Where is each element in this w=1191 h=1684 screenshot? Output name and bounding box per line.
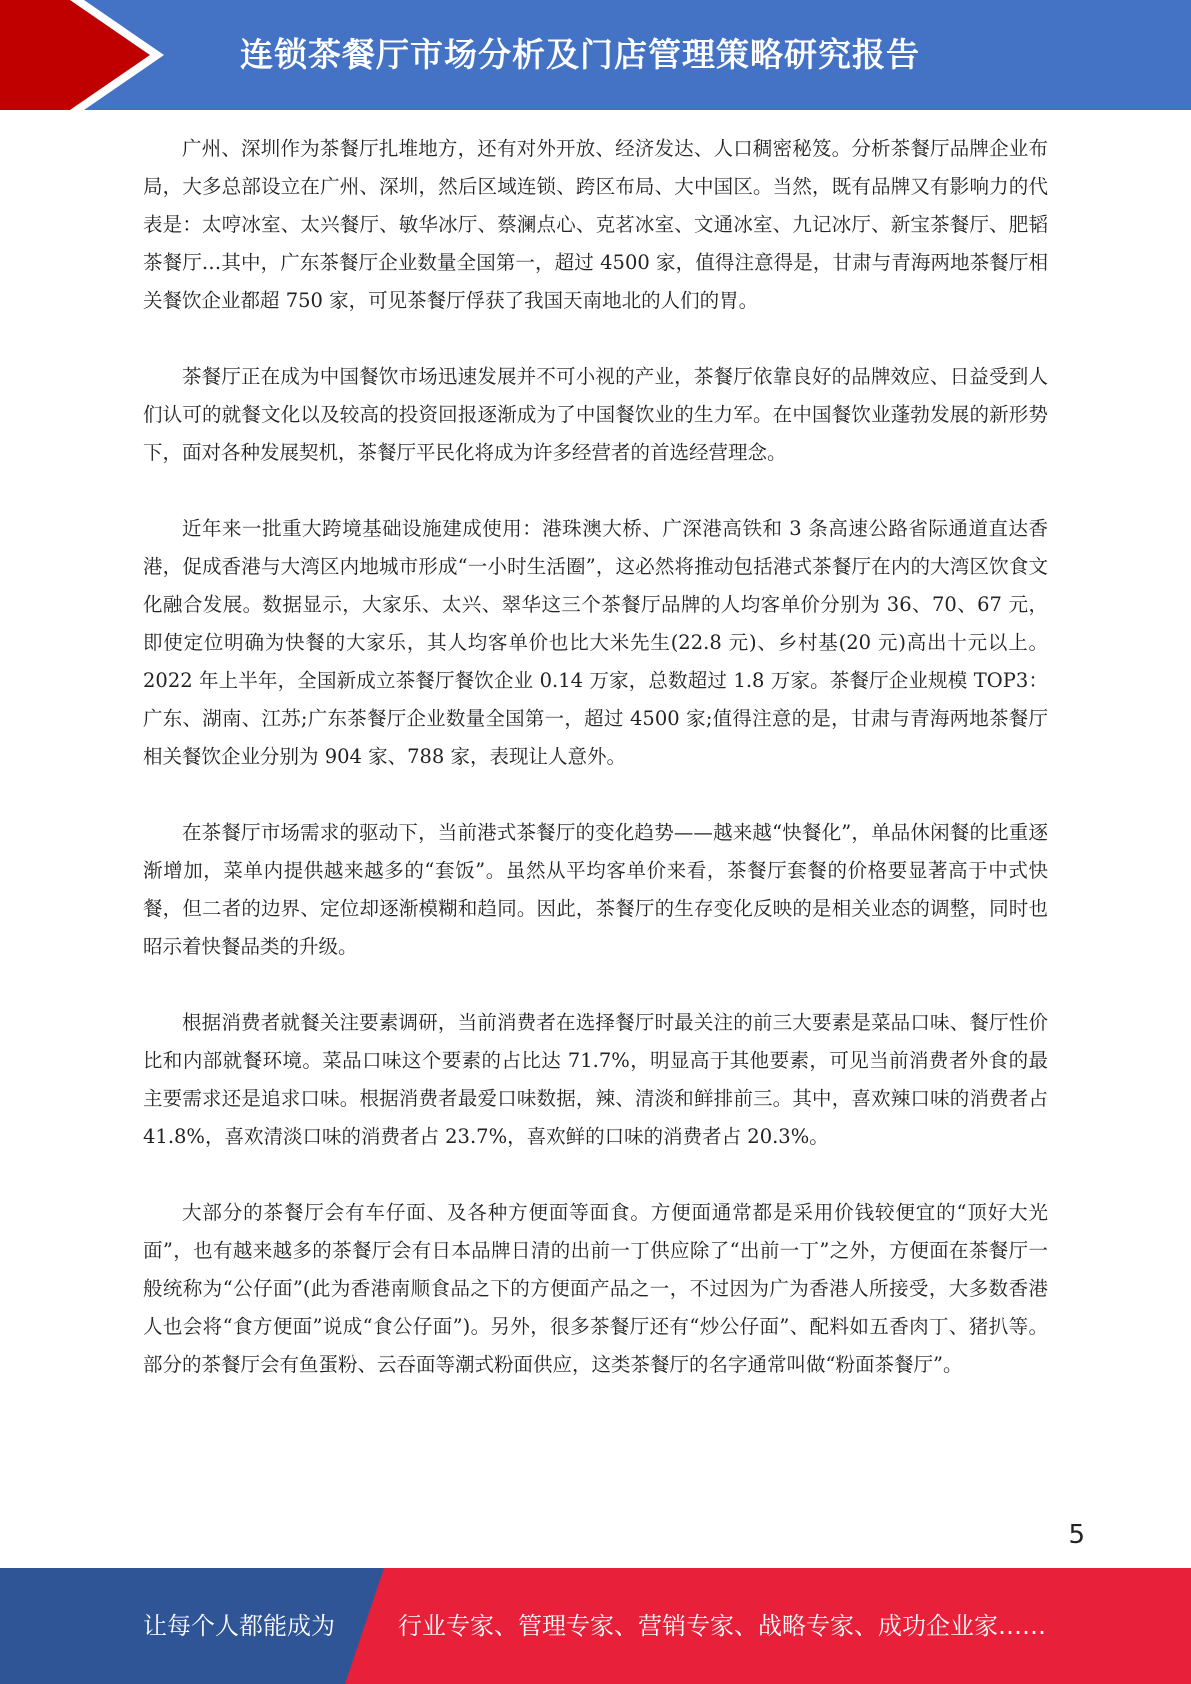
- page-header: [0, 0, 1191, 110]
- paragraph-1: 广州、深圳作为茶餐厅扎堆地方，还有对外开放、经济发达、人口稠密秘笈。分析茶餐厅品牌企业布局，大多总部设立在广州、深圳，然后区域连锁、跨区布局、大中国区。当然，既有品牌又有影响力的代表是：太哼冰室、太兴餐厅、敏华冰厅、蔡澜点心、克茗冰室、文通冰室、九记冰厅、新宝茶餐厅、肥韬茶餐厅…其中，广东茶餐厅企业数量全国第一，超过 4500 家，值得注意得是，甘肃与青海两地茶餐厅相关餐饮企业都超 750 家，可见茶餐厅俘获了我国天南地北的人们的胃。: [143, 137, 1048, 312]
- paragraph-2: 茶餐厅正在成为中国餐饮市场迅速发展并不可小视的产业，茶餐厅依靠良好的品牌效应、日益受到人们认可的就餐文化以及较高的投资回报逐渐成为了中国餐饮业的生力军。在中国餐饮业蓬勃发展的新形势下，面对各种发展契机，茶餐厅平民化将成为许多经营者的首选经营理念。: [143, 365, 1048, 464]
- report-title: 连锁茶餐厅市场分析及门店管理策略研究报告: [240, 35, 920, 74]
- page-number: 5: [1068, 1520, 1085, 1550]
- footer-slogan-right: 行业专家、管理专家、营销专家、战略专家、成功企业家……: [398, 1612, 1046, 1640]
- footer-slogan-left: 让每个人都能成为: [143, 1612, 335, 1640]
- paragraph-5: 根据消费者就餐关注要素调研，当前消费者在选择餐厅时最关注的前三大要素是菜品口味、餐厅性价比和内部就餐环境。菜品口味这个要素的占比达 71.7%，明显高于其他要素，可见当前消费者外食的最主要需求还是追求口味。根据消费者最爱口味数据，辣、清淡和鲜排前三。其中，喜欢辣口味的消费者占 41.8%，喜欢清淡口味的消费者占 23.7%，喜欢鲜的口味的消费者占 20.3%。: [143, 1011, 1048, 1148]
- paragraph-4: 在茶餐厅市场需求的驱动下，当前港式茶餐厅的变化趋势——越来越“快餐化”，单品休闲餐的比重逐渐增加，菜单内提供越来越多的“套饭”。虽然从平均客单价来看，茶餐厅套餐的价格要显著高于中式快餐，但二者的边界、定位却逐渐模糊和趋同。因此，茶餐厅的生存变化反映的是相关业态的调整，同时也昭示着快餐品类的升级。: [143, 821, 1048, 958]
- document-body: [143, 130, 1048, 1422]
- paragraph-3: 近年来一批重大跨境基础设施建成使用：港珠澳大桥、广深港高铁和 3 条高速公路省际通道直达香港，促成香港与大湾区内地城市形成“一小时生活圈”，这必然将推动包括港式茶餐厅在内的大湾区饮食文化融合发展。数据显示，大家乐、太兴、翠华这三个茶餐厅品牌的人均客单价分别为 36、70、67 元，即使定位明确为快餐的大家乐，其人均客单价也比大米先生(22.8 元)、乡村基(20 元)高出十元以上。2022 年上半年，全国新成立茶餐厅餐饮企业 0.14 万家，总数超过 1.8 万家。茶餐厅企业规模 TOP3：广东、湖南、江苏;广东茶餐厅企业数量全国第一，超过 4500 家;值得注意的是，甘肃与青海两地茶餐厅相关餐饮企业分别为 904 家、788 家，表现让人意外。: [143, 517, 1048, 768]
- paragraph-6: 大部分的茶餐厅会有车仔面、及各种方便面等面食。方便面通常都是采用价钱较便宜的“顶好大光面”，也有越来越多的茶餐厅会有日本品牌日清的出前一丁供应除了“出前一丁”之外，方便面在茶餐厅一般统称为“公仔面”(此为香港南顺食品之下的方便面产品之一，不过因为广为香港人所接受，大多数香港人也会将“食方便面”说成“食公仔面”)。另外，很多茶餐厅还有“炒公仔面”、配料如五香肉丁、猪扒等。部分的茶餐厅会有鱼蛋粉、云吞面等潮式粉面供应，这类茶餐厅的名字通常叫做“粉面茶餐厅”。: [143, 1201, 1048, 1376]
- page-footer: [0, 1568, 1191, 1684]
